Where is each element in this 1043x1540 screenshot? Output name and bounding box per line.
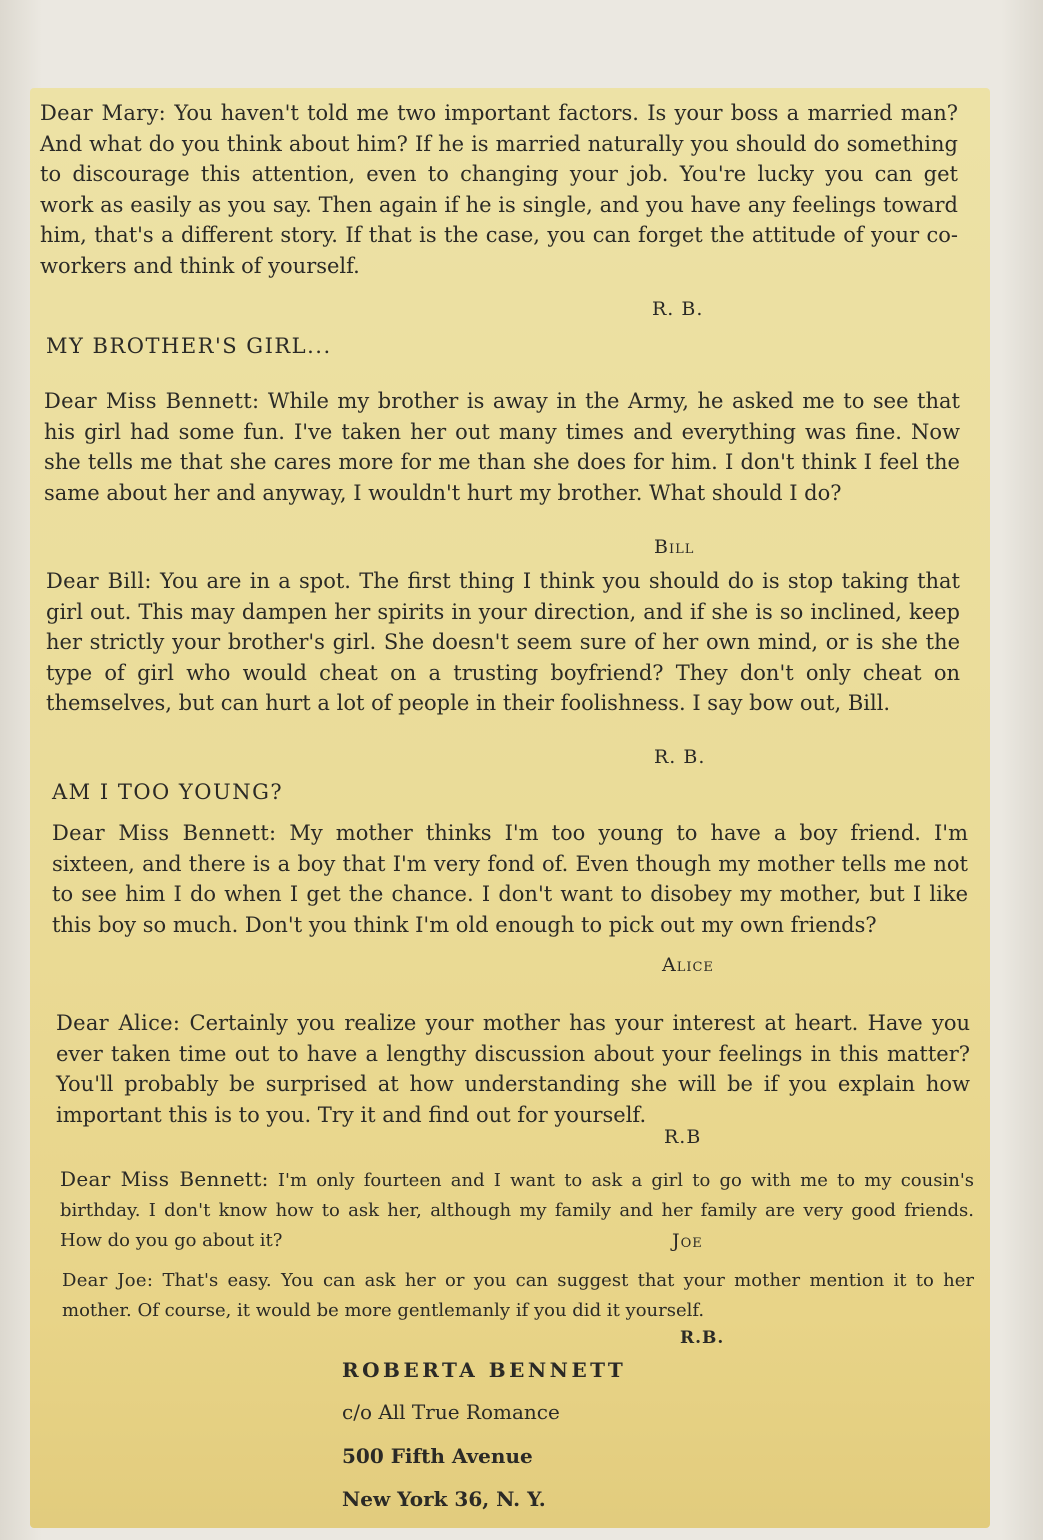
- reply-bill-body: You are in a spot. The first thing I think you should do is stop taking that girl out. This may dampen her spirits in your direction, and if she is so inclined, keep her strictly your brother's girl. She doesn't seem sure of her own mind, or is she the type of girl who would cheat on a trusting boyfriend? They don't only cheat on themselves, but can hurt a lot of people in their foolishness. I say bow out, Bill.: [46, 569, 960, 715]
- address-line-3: New York 36, N. Y.: [342, 1487, 546, 1511]
- letter-bill: [44, 386, 960, 508]
- reply-alice-body: Certainly you realize your mother has your interest at heart. Have you ever taken time out to have a lengthy discussion about your feelings in this matter? You'll probably be surprised at how understanding she will be if you explain how important this is to you. Try it and find out for yourself.: [56, 1011, 970, 1127]
- reply-joe-body: That's easy. You can ask her or you can suggest that your mother mention it to her mother. Of course, it would be more gentlemanly if you did it yourself.: [62, 1270, 974, 1321]
- reply-joe: [62, 1266, 974, 1326]
- heading-my-brothers-girl: MY BROTHER'S GIRL...: [46, 334, 332, 358]
- heading-am-i-too-young: AM I TOO YOUNG?: [52, 780, 284, 804]
- address-line-1: c/o All True Romance: [342, 1400, 560, 1424]
- letter-joe-signature: Joe: [672, 1230, 703, 1252]
- letter-joe-body: I'm only fourteen and I want to ask a girl to go with me to my cousin's birthday. I don't know how to ask her, although my family and her family are very good friends. How do you go about it?: [60, 1170, 974, 1251]
- address-name: ROBERTA BENNETT: [342, 1358, 627, 1382]
- reply-mary-body: You haven't told me two important factors. Is your boss a married man? And what do you think about him? If he is married naturally you should do something to discourage this attention, even to changing your job. You're lucky you can get work as easily as you say. Then again if he is single, and you have any feelings toward him, that's a different story. If that is the case, you can forget the attitude of your co-workers and think of yourself.: [40, 101, 958, 278]
- letter-alice-body: My mother thinks I'm too young to have a boy friend. I'm sixteen, and there is a boy that I'm very fond of. Even though my mother tells me not to see him I do when I get the chance. I don't want to disobey my mother, but I like this boy so much. Don't you think I'm old enough to pick out my own friends?: [52, 821, 968, 937]
- letter-alice: [52, 818, 968, 940]
- address-line-2: 500 Fifth Avenue: [342, 1444, 533, 1468]
- letter-bill-signature: Bill: [654, 536, 695, 558]
- letter-alice-salutation: Dear Miss Bennett:: [52, 821, 277, 845]
- reply-joe-signature: R.B.: [680, 1328, 725, 1348]
- reply-joe-salutation: Dear Joe:: [62, 1270, 154, 1291]
- letter-joe: [60, 1164, 974, 1256]
- reply-mary-signature: R. B.: [652, 298, 704, 320]
- reply-alice-salutation: Dear Alice:: [56, 1011, 181, 1035]
- letter-bill-salutation: Dear Miss Bennett:: [44, 389, 260, 413]
- reply-mary-salutation: Dear Mary:: [40, 101, 167, 125]
- reply-alice-signature: R.B: [664, 1126, 702, 1148]
- letter-joe-salutation: Dear Miss Bennett:: [60, 1167, 269, 1191]
- reply-bill-salutation: Dear Bill:: [46, 569, 152, 593]
- reply-bill-signature: R. B.: [654, 746, 706, 768]
- reply-mary: [40, 98, 958, 281]
- letter-alice-signature: Alice: [662, 954, 714, 976]
- reply-bill: [46, 566, 960, 719]
- reply-alice: [56, 1008, 970, 1130]
- letter-bill-body: While my brother is away in the Army, he asked me to see that his girl had some fun. I've taken her out many times and everything was fine. Now she tells me that she cares more for me than she does for him. I don't think I feel the same about her and anyway, I wouldn't hurt my brother. What should I do?: [44, 389, 960, 505]
